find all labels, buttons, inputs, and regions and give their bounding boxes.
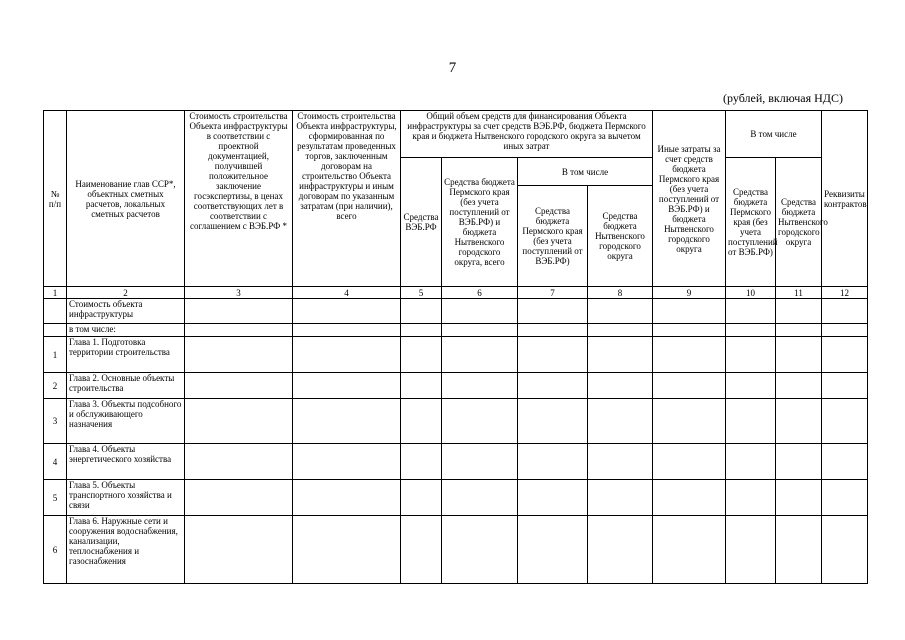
cell xyxy=(293,480,401,516)
cell xyxy=(185,324,293,337)
cell xyxy=(653,444,726,480)
cell xyxy=(588,480,653,516)
row-name: Стоимость объекта инфраструктуры xyxy=(67,299,185,324)
header-including-7-8: В том числе xyxy=(518,158,653,186)
cell xyxy=(822,480,868,516)
row-name: Глава 1. Подготовка территории строительства xyxy=(67,337,185,373)
cell xyxy=(653,299,726,324)
cell xyxy=(822,324,868,337)
cell xyxy=(726,444,776,480)
header-num: № п/п xyxy=(44,111,67,287)
cell xyxy=(726,480,776,516)
row-name: Глава 6. Наружные сети и сооружения водоснабжения, канализации, теплоснабжения и газоснабжения xyxy=(67,516,185,584)
cell xyxy=(185,337,293,373)
header-other-costs: Иные затраты за счет средств бюджета Пермского края (без учета поступлений от ВЭБ.РФ) и бюджета Нытвенского городского округа xyxy=(653,111,726,287)
cell xyxy=(776,337,822,373)
cell xyxy=(518,480,588,516)
cell xyxy=(185,444,293,480)
row-num: 4 xyxy=(44,444,67,480)
cell xyxy=(442,480,518,516)
cell xyxy=(518,516,588,584)
cell xyxy=(401,399,442,444)
column-number: 1 xyxy=(44,287,67,299)
column-number: 6 xyxy=(442,287,518,299)
cell xyxy=(822,337,868,373)
column-number-row xyxy=(44,287,868,299)
column-number: 3 xyxy=(185,287,293,299)
cell xyxy=(653,337,726,373)
row-num xyxy=(44,299,67,324)
column-number: 9 xyxy=(653,287,726,299)
row-num: 6 xyxy=(44,516,67,584)
cell xyxy=(293,324,401,337)
table-row xyxy=(44,324,868,337)
cell xyxy=(401,373,442,399)
header-budget-total: Средства бюджета Пермского края (без учета поступлений от ВЭБ.РФ) и бюджета Нытвенского городского округа, всего xyxy=(442,158,518,287)
cell xyxy=(185,399,293,444)
header-veb-funds: Средства ВЭБ.РФ xyxy=(401,158,442,287)
page-number: 7 xyxy=(448,60,457,76)
cell xyxy=(588,299,653,324)
column-number: 8 xyxy=(588,287,653,299)
cell xyxy=(401,480,442,516)
cell xyxy=(442,337,518,373)
cell xyxy=(776,444,822,480)
cell xyxy=(776,299,822,324)
cell xyxy=(822,373,868,399)
column-number: 4 xyxy=(293,287,401,299)
cell xyxy=(653,373,726,399)
row-name: Глава 4. Объекты энергетического хозяйства xyxy=(67,444,185,480)
cell xyxy=(518,399,588,444)
cell xyxy=(726,337,776,373)
column-number: 11 xyxy=(776,287,822,299)
cell xyxy=(442,324,518,337)
table-body xyxy=(44,287,868,584)
column-number: 12 xyxy=(822,287,868,299)
unit-note: (рублей, включая НДС) xyxy=(723,91,843,105)
table-row xyxy=(44,516,868,584)
cell xyxy=(293,337,401,373)
cell xyxy=(822,516,868,584)
table-header xyxy=(44,111,868,287)
table-row xyxy=(44,444,868,480)
table-row xyxy=(44,337,868,373)
cell xyxy=(822,299,868,324)
header-name: Наименование глав ССР*, объектных сметных расчетов, локальных сметных расчетов xyxy=(67,111,185,287)
cell xyxy=(518,373,588,399)
column-number: 2 xyxy=(67,287,185,299)
cell xyxy=(653,324,726,337)
cell xyxy=(776,324,822,337)
column-number: 10 xyxy=(726,287,776,299)
cell xyxy=(726,399,776,444)
row-name: Глава 3. Объекты подсобного и обслуживающего назначения xyxy=(67,399,185,444)
row-num: 5 xyxy=(44,480,67,516)
cell xyxy=(442,516,518,584)
cell xyxy=(726,299,776,324)
cell xyxy=(776,516,822,584)
cell xyxy=(518,324,588,337)
row-num: 2 xyxy=(44,373,67,399)
row-name: Глава 2. Основные объекты строительства xyxy=(67,373,185,399)
table-row xyxy=(44,480,868,516)
header-perm-budget: Средства бюджета Пермского края (без учета поступлений от ВЭБ.РФ) xyxy=(518,186,588,287)
financing-table xyxy=(43,110,868,584)
cell xyxy=(518,337,588,373)
cell xyxy=(442,299,518,324)
cell xyxy=(401,324,442,337)
header-contract-details: Реквизиты контрактов xyxy=(822,111,868,287)
cell xyxy=(401,299,442,324)
cell xyxy=(401,444,442,480)
cell xyxy=(293,399,401,444)
header-total-financing: Общий объем средств для финансирования Объекта инфраструктуры за счет средств ВЭБ.РФ, бюджета Пермского края и бюджета Нытвенского городского округа за вычетом иных затрат xyxy=(401,111,653,158)
cell xyxy=(726,324,776,337)
cell xyxy=(442,399,518,444)
cell xyxy=(653,516,726,584)
cell xyxy=(822,399,868,444)
header-nytva-budget: Средства бюджета Нытвенского городского округа xyxy=(588,186,653,287)
column-number: 7 xyxy=(518,287,588,299)
header-perm-budget-other: Средства бюджета Пермского края (без учета поступлений от ВЭБ.РФ) xyxy=(726,158,776,287)
header-nytva-budget-other: Средства бюджета Нытвенского городского округа xyxy=(776,158,822,287)
cell xyxy=(776,373,822,399)
row-num xyxy=(44,324,67,337)
row-num: 3 xyxy=(44,399,67,444)
cell xyxy=(776,480,822,516)
cell xyxy=(185,373,293,399)
cell xyxy=(518,299,588,324)
cell xyxy=(401,337,442,373)
header-including-10-11: В том числе xyxy=(726,111,822,158)
cell xyxy=(776,399,822,444)
cell xyxy=(588,373,653,399)
cell xyxy=(442,373,518,399)
cell xyxy=(518,444,588,480)
cell xyxy=(822,444,868,480)
table-row xyxy=(44,399,868,444)
header-cost-project: Стоимость строительства Объекта инфраструктуры в соответствии с проектной документацией, получившей положительное заключение госэкспертизы, в ценах соответствующих лет в соответствии с соглашением с ВЭБ.РФ * xyxy=(185,111,293,287)
cell xyxy=(185,516,293,584)
cell xyxy=(293,444,401,480)
cell xyxy=(185,299,293,324)
cell xyxy=(588,516,653,584)
row-name: Глава 5. Объекты транспортного хозяйства и связи xyxy=(67,480,185,516)
cell xyxy=(401,516,442,584)
cell xyxy=(293,299,401,324)
row-num: 1 xyxy=(44,337,67,373)
cell xyxy=(726,373,776,399)
cell xyxy=(588,337,653,373)
row-name: в том числе: xyxy=(67,324,185,337)
cell xyxy=(185,480,293,516)
cell xyxy=(293,516,401,584)
table-row xyxy=(44,299,868,324)
cell xyxy=(653,480,726,516)
column-number: 5 xyxy=(401,287,442,299)
cell xyxy=(653,399,726,444)
header-cost-contracts: Стоимость строительства Объекта инфраструктуры, сформированная по результатам проведенных торгов, заключенным договорам на строительство Объекта инфраструктуры и иным договорам по указанным затратам (при наличии), всего xyxy=(293,111,401,287)
cell xyxy=(588,444,653,480)
table-row xyxy=(44,373,868,399)
cell xyxy=(588,324,653,337)
cell xyxy=(293,373,401,399)
cell xyxy=(726,516,776,584)
cell xyxy=(442,444,518,480)
cell xyxy=(588,399,653,444)
